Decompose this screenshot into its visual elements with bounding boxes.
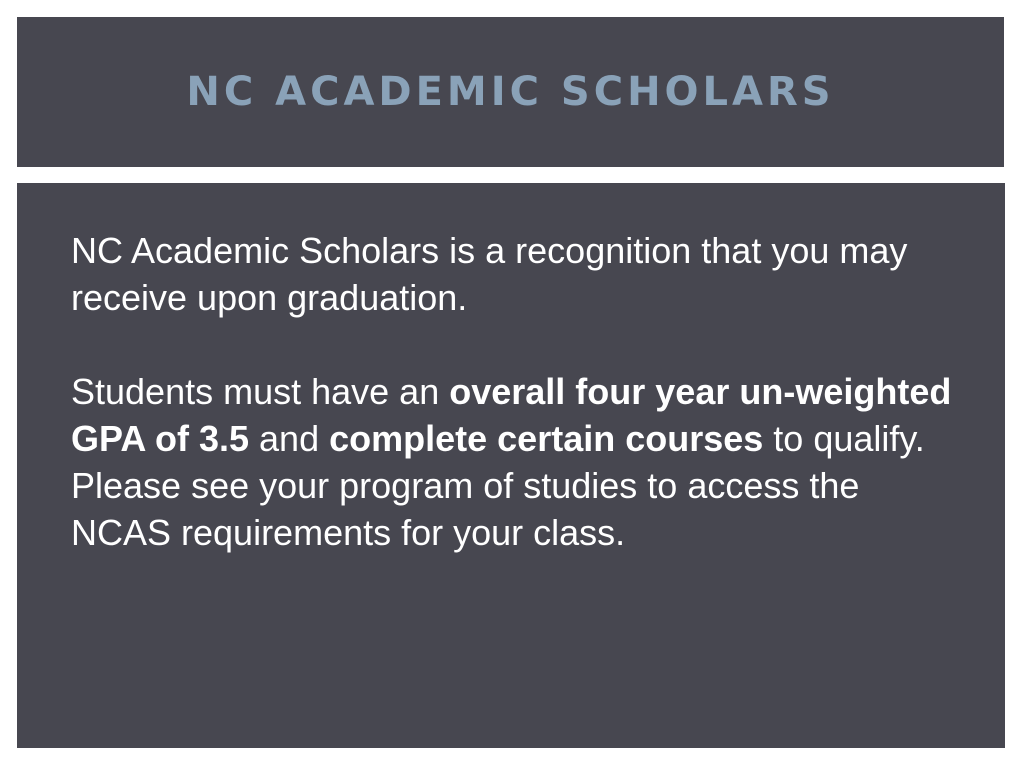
content-panel xyxy=(17,183,1005,748)
requirements-text-2: and xyxy=(249,418,330,459)
paragraph-recognition: NC Academic Scholars is a recognition that you may receive upon graduation. xyxy=(71,230,908,318)
slide-title: NC ACADEMIC SCHOLARS xyxy=(186,69,835,115)
gpa-requirement: overall four year un-weighted GPA of 3.5 xyxy=(71,371,952,459)
requirements-text-3: to qualify. Please see your program of studies to access the NCAS requirements for your class. xyxy=(71,418,925,553)
courses-requirement: complete certain courses xyxy=(329,418,764,459)
requirements-text-1: Students must have an xyxy=(71,371,450,412)
paragraph-requirements xyxy=(71,368,957,556)
title-bar xyxy=(17,17,1004,167)
